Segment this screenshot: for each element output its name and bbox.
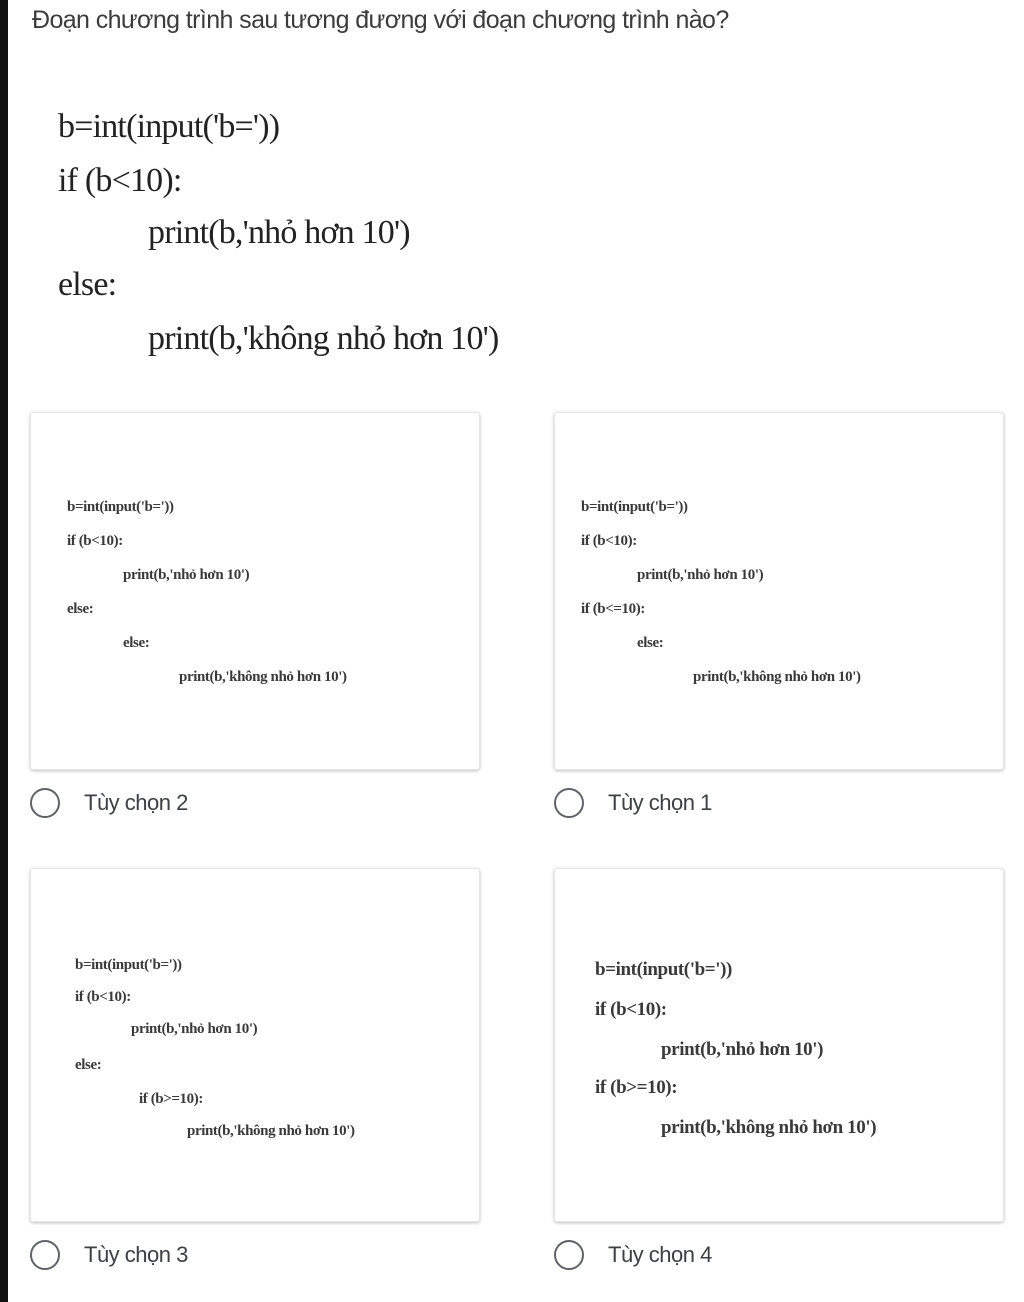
code-line: print(b,'không nhỏ hơn 10') — [148, 320, 499, 357]
code-line: else: — [75, 1057, 102, 1073]
option-image-card[interactable] — [554, 412, 1004, 770]
radio-label: Tùy chọn 1 — [608, 790, 712, 815]
radio-option-4[interactable] — [554, 1240, 712, 1270]
code-line: if (b<10): — [75, 989, 131, 1005]
code-line: b=int(input('b=')) — [595, 959, 732, 980]
code-line: print(b,'không nhỏ hơn 10') — [661, 1117, 877, 1138]
code-line: print(b,'nhỏ hơn 10') — [123, 567, 250, 583]
code-line: if (b>=10): — [139, 1091, 203, 1107]
code-line: print(b,'nhỏ hơn 10') — [661, 1039, 824, 1060]
radio-button[interactable] — [30, 1240, 60, 1270]
code-line: print(b,'nhỏ hơn 10') — [148, 214, 410, 251]
code-line: if (b<10): — [67, 533, 123, 549]
radio-button[interactable] — [30, 788, 60, 818]
code-line: if (b<10): — [595, 999, 667, 1020]
radio-label: Tùy chọn 4 — [608, 1242, 712, 1267]
radio-option-1[interactable] — [554, 788, 712, 818]
code-line: print(b,'không nhỏ hơn 10') — [179, 669, 347, 685]
code-line: else: — [637, 635, 664, 651]
code-line: print(b,'nhỏ hơn 10') — [131, 1021, 258, 1037]
radio-button[interactable] — [554, 1240, 584, 1270]
question-title: Đoạn chương trình sau tương đương với đoạn chương trình nào? — [32, 6, 729, 34]
radio-label: Tùy chọn 3 — [84, 1242, 188, 1267]
option-image-card[interactable] — [30, 868, 480, 1222]
radio-label: Tùy chọn 2 — [84, 790, 188, 815]
code-line: else: — [58, 266, 117, 303]
option-image-card[interactable] — [30, 412, 480, 770]
radio-button[interactable] — [554, 788, 584, 818]
code-line: b=int(input('b=')) — [67, 499, 174, 515]
option-image-card[interactable] — [554, 868, 1004, 1222]
window-edge — [0, 0, 8, 1302]
code-line: else: — [67, 601, 94, 617]
code-line: if (b>=10): — [595, 1077, 678, 1098]
code-line: if (b<=10): — [581, 601, 645, 617]
code-line: else: — [123, 635, 150, 651]
code-line: print(b,'nhỏ hơn 10') — [637, 567, 764, 583]
code-line: if (b<10): — [58, 162, 182, 199]
radio-option-3[interactable] — [30, 1240, 188, 1270]
code-line: b=int(input('b=')) — [581, 499, 688, 515]
code-line: b=int(input('b=')) — [58, 108, 280, 145]
code-line: if (b<10): — [581, 533, 637, 549]
code-line: print(b,'không nhỏ hơn 10') — [187, 1123, 355, 1139]
code-line: b=int(input('b=')) — [75, 957, 182, 973]
radio-option-2[interactable] — [30, 788, 188, 818]
code-line: print(b,'không nhỏ hơn 10') — [693, 669, 861, 685]
